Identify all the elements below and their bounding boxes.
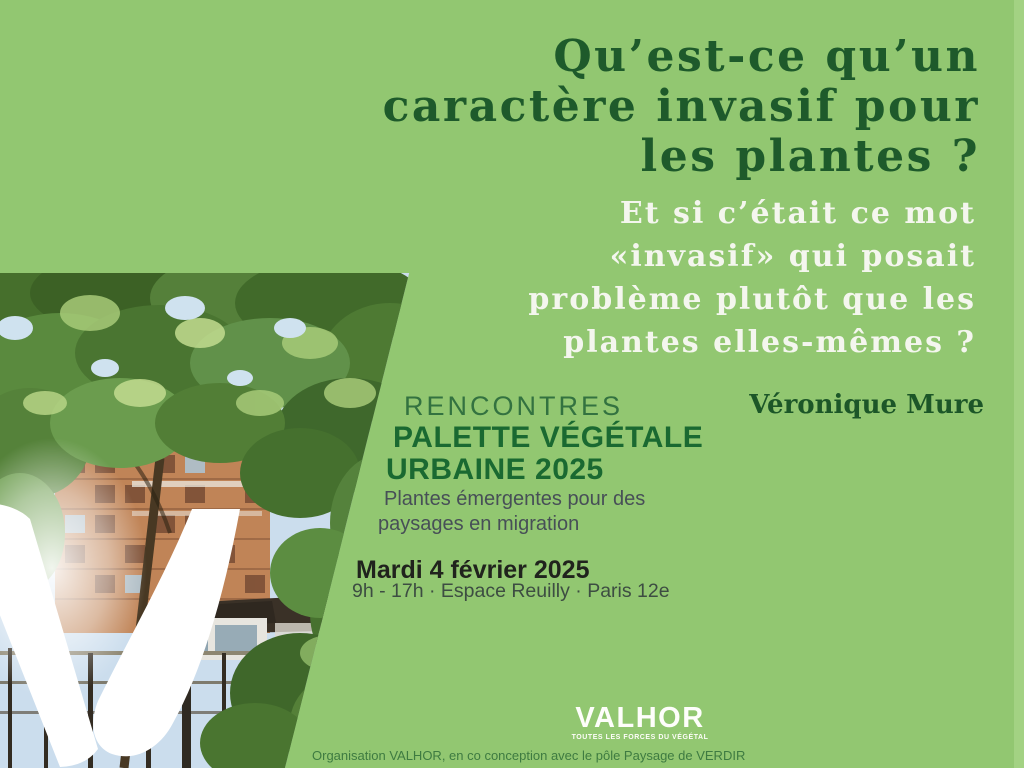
event-time-venue: 9h - 17h · Espace Reuilly · Paris 12e [352, 580, 670, 602]
valhor-logo [565, 702, 715, 741]
title-line-2: caractère invasif pour [382, 81, 980, 132]
subtitle-line-2: «invasif» qui posait [609, 239, 976, 274]
event-date: Mardi 4 février 2025 [356, 556, 590, 584]
subtitle-line-4: plantes elles-mêmes ? [563, 325, 976, 360]
event-subtitle-line-2: paysages en migration [378, 513, 580, 535]
event-title-line-1: PALETTE VÉGÉTALE [393, 421, 704, 454]
valhor-logo-tagline: TOUTES LES FORCES DU VÉGÉTAL [571, 734, 709, 741]
background-edge-strip [1014, 0, 1024, 768]
author-name: Véronique Mure [749, 390, 984, 420]
trees-photo-art [0, 273, 410, 768]
slide-title [360, 32, 980, 182]
subtitle-line-3: problème plutôt que les [528, 282, 976, 317]
slide-subtitle [376, 192, 976, 364]
trees-photo [0, 273, 410, 768]
subtitle-line-1: Et si c’était ce mot [619, 196, 976, 231]
valhor-logo-wordmark: VALHOR [575, 702, 705, 734]
event-title-line-2: URBAINE 2025 [386, 453, 604, 486]
event-kicker: RENCONTRES [404, 391, 624, 421]
organisation-credit: Organisation VALHOR, en co conception avec le pôle Paysage de VERDIR [312, 748, 746, 763]
title-line-3: les plantes ? [640, 131, 980, 182]
title-line-1: Qu’est-ce qu’un [553, 31, 980, 82]
event-subtitle-line-1: Plantes émergentes pour des [384, 488, 646, 510]
